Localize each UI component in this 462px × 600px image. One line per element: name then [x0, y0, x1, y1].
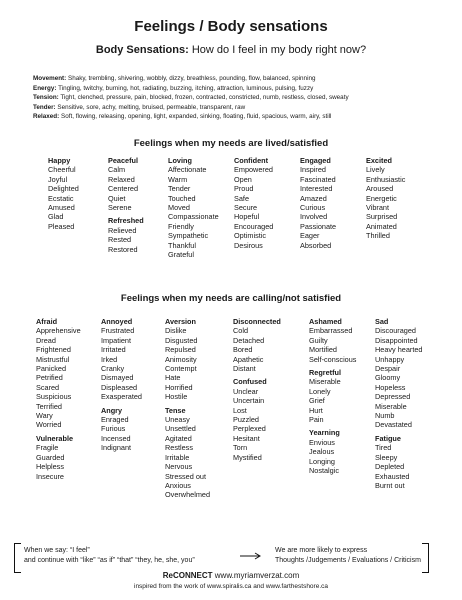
- feeling-word: Apathetic: [233, 354, 264, 364]
- feeling-category-heading: Excited: [366, 156, 392, 165]
- feeling-category-heading: Vulnerable: [36, 433, 74, 443]
- feeling-word: Exhausted: [375, 471, 410, 481]
- feeling-word: Insecure: [36, 471, 64, 481]
- feeling-word: Energetic: [366, 193, 397, 203]
- feeling-word: Puzzled: [233, 415, 259, 425]
- note-left-line2: and continue with “like” “as if” “that” “they, he, she, you”: [24, 557, 195, 564]
- feeling-word: Distant: [233, 364, 256, 374]
- feeling-word: Enthusiastic: [366, 174, 406, 184]
- feeling-word: Unsettled: [165, 424, 196, 434]
- feeling-word: Fascinated: [300, 174, 336, 184]
- feeling-word: Furious: [101, 424, 126, 434]
- feeling-word: Embarrassed: [309, 326, 353, 336]
- feeling-category-heading: Ashamed: [309, 317, 342, 326]
- right-bracket: [422, 543, 429, 573]
- feeling-word: Displeased: [101, 382, 138, 392]
- feeling-word: Suspicious: [36, 392, 72, 402]
- feeling-word: Animated: [366, 221, 397, 231]
- feeling-word: Longing: [309, 456, 335, 466]
- feeling-word: Irritable: [165, 452, 190, 462]
- sensation-label: Relaxed:: [33, 113, 60, 121]
- feelings-column: [101, 317, 142, 453]
- feeling-word: Empowered: [234, 165, 273, 175]
- sensation-label: Movement:: [33, 75, 67, 82]
- feeling-word: Worried: [36, 420, 62, 430]
- feeling-word: Overwhelmed: [165, 490, 211, 500]
- feelings-column: [375, 317, 422, 490]
- feeling-word: Unclear: [233, 386, 259, 396]
- feeling-word: Gloomy: [375, 373, 401, 383]
- feeling-category-heading: Fatigue: [375, 433, 401, 443]
- feelings-column: [309, 317, 356, 476]
- note-right-line1: We are more likely to express: [275, 547, 368, 554]
- feeling-word: Hostile: [165, 392, 188, 402]
- feeling-word: Horrified: [165, 382, 193, 392]
- feeling-category-heading: Confused: [233, 377, 267, 387]
- feeling-word: Miserable: [375, 401, 407, 411]
- feeling-word: Encouraged: [234, 221, 274, 231]
- page-title: Feelings / Body sensations: [134, 18, 328, 35]
- feeling-word: Safe: [234, 193, 250, 203]
- feeling-word: Sympathetic: [168, 231, 209, 241]
- footer-brand: [0, 571, 462, 580]
- feelings-column: [234, 156, 273, 250]
- feeling-word: Perplexed: [233, 424, 266, 434]
- feeling-word: Disgusted: [165, 335, 198, 345]
- feeling-word: Nervous: [165, 462, 193, 472]
- feeling-word: Terrified: [36, 401, 62, 411]
- feeling-category-heading: Regretful: [309, 368, 342, 378]
- feeling-word: Joyful: [48, 174, 68, 184]
- feeling-word: Guilty: [309, 335, 328, 345]
- footer-note-left: [24, 546, 195, 566]
- feeling-word: Serene: [108, 203, 132, 213]
- feeling-word: Passionate: [300, 221, 337, 231]
- feeling-word: Depleted: [375, 462, 405, 472]
- feeling-category-heading: Engaged: [300, 156, 331, 165]
- feeling-word: Unhappy: [375, 354, 405, 364]
- feeling-word: Helpless: [36, 462, 64, 472]
- unsatisfied-section-title: Feelings when my needs are calling/not satisfied: [120, 293, 342, 304]
- feeling-word: Pleased: [48, 221, 75, 231]
- subtitle: [0, 44, 462, 56]
- feeling-word: Surprised: [366, 212, 398, 222]
- feeling-word: Relaxed: [108, 174, 135, 184]
- feeling-word: Guarded: [36, 452, 65, 462]
- feelings-column: [233, 317, 281, 462]
- feeling-word: Warm: [168, 174, 188, 184]
- feeling-word: Jealous: [309, 447, 335, 457]
- feeling-word: Wary: [36, 411, 53, 421]
- feeling-word: Secure: [234, 203, 258, 213]
- feeling-word: Touched: [168, 193, 196, 203]
- feeling-word: Hesitant: [233, 433, 260, 443]
- feeling-word: Optimistic: [234, 231, 267, 241]
- feelings-column: [108, 156, 144, 254]
- sensation-text: Tight, clenched, pressure, pain, blocked, frozen, contracted, constricted, numb, restless, closed, sweaty: [60, 94, 349, 102]
- feeling-word: Centered: [108, 184, 139, 194]
- feeling-word: Torn: [233, 443, 248, 453]
- feeling-word: Cheerful: [48, 165, 76, 175]
- sensation-text: Sensitive, sore, achy, melting, bruised, permeable, transparent, raw: [57, 103, 246, 111]
- feeling-word: Apprehensive: [36, 326, 81, 336]
- feeling-word: Stressed out: [165, 471, 206, 481]
- sensation-label: Energy:: [33, 84, 57, 92]
- right-arrow-icon: [240, 552, 262, 560]
- sensation-text: Shaky, trembling, shivering, wobbly, dizzy, breathless, pounding, flow, balanced, spinning: [68, 75, 316, 82]
- feeling-word: Incensed: [101, 433, 131, 443]
- feeling-word: Moved: [168, 203, 190, 213]
- feeling-category-heading: Loving: [168, 156, 192, 165]
- feeling-word: Compassionate: [168, 212, 219, 222]
- feeling-word: Heavy hearted: [375, 345, 423, 355]
- feeling-word: Mystified: [233, 452, 262, 462]
- feeling-word: Miserable: [309, 377, 341, 387]
- feeling-word: Enraged: [101, 415, 129, 425]
- footer-credit: inspired from the work of www.spiralis.ca and www.farthestshore.ca: [134, 583, 328, 590]
- feeling-word: Irritated: [101, 345, 126, 355]
- note-left-line1: When we say: “I feel”: [24, 547, 90, 554]
- feeling-word: Frustrated: [101, 326, 135, 336]
- feeling-word: Irked: [101, 354, 118, 364]
- feeling-category-heading: Refreshed: [108, 216, 144, 226]
- feeling-word: Impatient: [101, 335, 132, 345]
- feeling-word: Eager: [300, 231, 320, 241]
- left-bracket: [14, 543, 21, 573]
- feeling-word: Dread: [36, 335, 56, 345]
- feeling-word: Thankful: [168, 240, 196, 250]
- feeling-word: Aroused: [366, 184, 394, 194]
- feeling-word: Relieved: [108, 225, 137, 235]
- feeling-word: Dismayed: [101, 373, 134, 383]
- feeling-word: Rested: [108, 235, 132, 245]
- feeling-category-heading: Happy: [48, 156, 71, 165]
- feeling-word: Sleepy: [375, 452, 398, 462]
- feeling-word: Lost: [233, 405, 247, 415]
- sensation-row: [33, 93, 443, 103]
- satisfied-section-title: Feelings when my needs are lived/satisfied: [133, 138, 329, 149]
- feeling-word: Discouraged: [375, 326, 416, 336]
- feeling-category-heading: Confident: [234, 156, 269, 165]
- sensation-row: [33, 112, 443, 122]
- feeling-word: Curious: [300, 203, 326, 213]
- feeling-word: Scared: [36, 382, 60, 392]
- feeling-word: Despair: [375, 364, 401, 374]
- feeling-word: Involved: [300, 212, 328, 222]
- feeling-word: Indignant: [101, 443, 132, 453]
- feeling-word: Quiet: [108, 193, 126, 203]
- feeling-word: Open: [234, 174, 252, 184]
- feeling-word: Delighted: [48, 184, 79, 194]
- feeling-word: Cold: [233, 326, 249, 336]
- feelings-column: [36, 317, 81, 481]
- feeling-word: Tired: [375, 443, 392, 453]
- feeling-word: Calm: [108, 165, 126, 175]
- feeling-word: Contempt: [165, 364, 197, 374]
- feeling-word: Proud: [234, 184, 254, 194]
- feeling-word: Uneasy: [165, 415, 190, 425]
- feeling-word: Amused: [48, 203, 75, 213]
- feelings-column: [168, 156, 219, 259]
- brand-url[interactable]: www.myriamverzat.com: [214, 571, 300, 580]
- feeling-category-heading: Tense: [165, 405, 186, 415]
- sensation-label: Tension:: [33, 94, 59, 102]
- sensation-row: [33, 103, 443, 113]
- feeling-word: Hopeful: [234, 212, 260, 222]
- feeling-word: Agitated: [165, 433, 192, 443]
- feeling-word: Dislike: [165, 326, 187, 336]
- feeling-word: Amazed: [300, 193, 327, 203]
- feeling-word: Nostalgic: [309, 466, 340, 476]
- feeling-word: Grief: [309, 396, 325, 406]
- subtitle-label: Body Sensations:: [95, 44, 189, 56]
- feeling-word: Vibrant: [366, 203, 389, 213]
- feeling-word: Self-conscious: [309, 354, 357, 364]
- feeling-category-heading: Peaceful: [108, 156, 139, 165]
- feeling-category-heading: Afraid: [36, 317, 58, 326]
- feeling-word: Disappointed: [375, 335, 418, 345]
- feeling-word: Numb: [375, 411, 395, 421]
- feeling-word: Frightened: [36, 345, 71, 355]
- feeling-word: Absorbed: [300, 240, 332, 250]
- feeling-word: Restored: [108, 244, 138, 254]
- brand-name: ReCONNECT: [162, 571, 213, 580]
- feeling-word: Friendly: [168, 221, 194, 231]
- feeling-word: Envious: [309, 437, 335, 447]
- feeling-word: Lively: [366, 165, 385, 175]
- feeling-word: Detached: [233, 335, 265, 345]
- sensation-label: Tender:: [33, 103, 56, 111]
- subtitle-question: How do I feel in my body right now?: [191, 44, 367, 56]
- feeling-category-heading: Annoyed: [101, 317, 133, 326]
- feeling-word: Uncertain: [233, 396, 265, 406]
- feeling-word: Repulsed: [165, 345, 196, 355]
- feeling-word: Mistrustful: [36, 354, 70, 364]
- feeling-word: Cranky: [101, 364, 125, 374]
- feeling-word: Inspired: [300, 165, 326, 175]
- feeling-word: Glad: [48, 212, 64, 222]
- feeling-word: Fragile: [36, 443, 59, 453]
- footer-note-right: [275, 546, 421, 566]
- feelings-column: [165, 317, 210, 500]
- feeling-word: Hurt: [309, 405, 323, 415]
- feelings-column: [366, 156, 405, 241]
- feeling-word: Animosity: [165, 354, 197, 364]
- feeling-word: Tender: [168, 184, 191, 194]
- feelings-column: [300, 156, 336, 250]
- feeling-word: Exasperated: [101, 392, 142, 402]
- feeling-word: Thrilled: [366, 231, 390, 241]
- feeling-word: Ecstatic: [48, 193, 74, 203]
- sensations-list: [33, 74, 443, 122]
- feeling-word: Devastated: [375, 420, 412, 430]
- sensation-text: Tingling, twitchy, burning, hot, radiating, buzzing, itching, attraction, luminous, pulsing, fuzzy: [58, 84, 314, 92]
- feeling-category-heading: Angry: [101, 405, 123, 415]
- feeling-category-heading: Yearning: [309, 428, 340, 438]
- feeling-word: Lonely: [309, 386, 331, 396]
- feeling-category-heading: Aversion: [165, 317, 196, 326]
- feeling-word: Restless: [165, 443, 193, 453]
- feeling-word: Bored: [233, 345, 253, 355]
- feeling-word: Pain: [309, 415, 324, 425]
- feeling-category-heading: Sad: [375, 317, 389, 326]
- feeling-word: Burnt out: [375, 480, 405, 490]
- note-right-line2: Thoughts /Judgements / Evaluations / Criticism: [275, 557, 421, 564]
- sensation-text: Soft, flowing, releasing, opening, light, expanded, sinking, floating, fluid, spacious, warm, airy, still: [61, 113, 332, 121]
- feeling-word: Grateful: [168, 250, 194, 260]
- feeling-word: Depressed: [375, 392, 411, 402]
- feeling-word: Interested: [300, 184, 333, 194]
- feelings-column: [48, 156, 79, 231]
- feeling-word: Petrified: [36, 373, 63, 383]
- feeling-word: Anxious: [165, 480, 191, 490]
- feeling-word: Panicked: [36, 364, 67, 374]
- sensation-row: [33, 84, 443, 94]
- feeling-word: Hopeless: [375, 382, 406, 392]
- feeling-word: Hate: [165, 373, 181, 383]
- feeling-word: Desirous: [234, 240, 263, 250]
- sensation-row: [33, 74, 443, 84]
- feeling-category-heading: Disconnected: [233, 317, 281, 326]
- feeling-word: Affectionate: [168, 165, 207, 175]
- feeling-word: Mortified: [309, 345, 337, 355]
